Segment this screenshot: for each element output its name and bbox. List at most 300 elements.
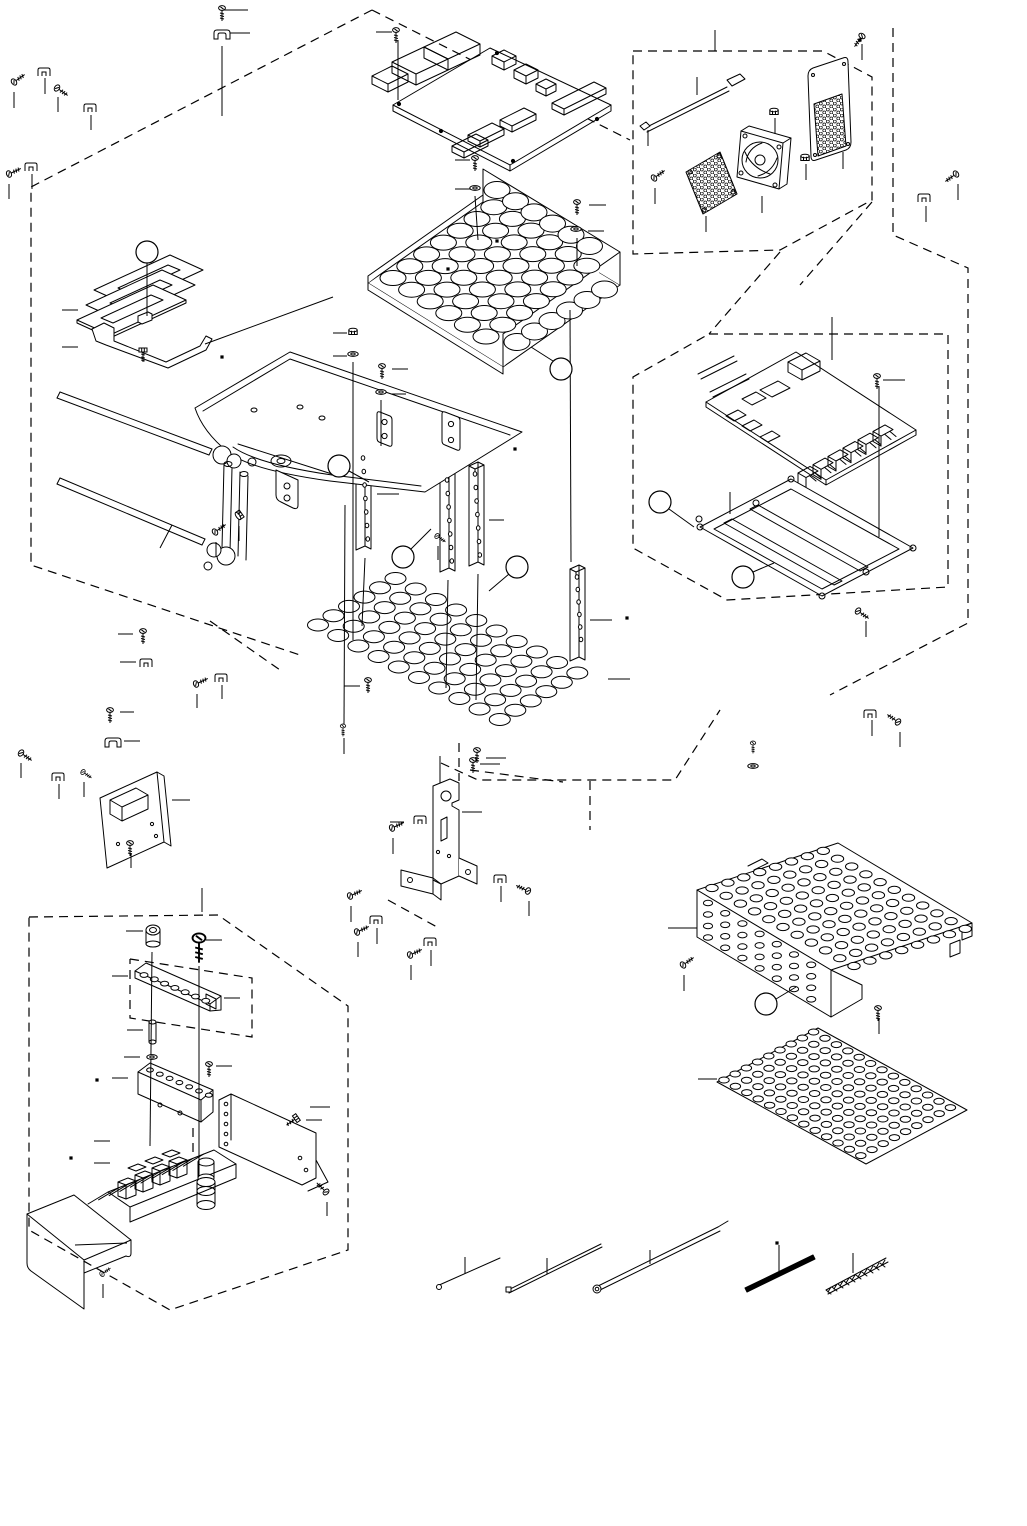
perforation-hole [848, 962, 860, 969]
perforation-hole [730, 1071, 740, 1077]
perforation-hole [323, 610, 344, 622]
perforation-hole [889, 1135, 899, 1141]
perforation-hole [809, 1054, 819, 1060]
perforation-hole [475, 654, 496, 666]
perforation-hole [574, 258, 600, 273]
perforation-hole [780, 897, 792, 904]
perforation-hole [825, 908, 837, 915]
perforation-hole [797, 1047, 807, 1053]
perforation-hole [830, 868, 842, 875]
perforation-hole [776, 1109, 786, 1115]
perforation-hole [388, 661, 409, 673]
perforation-hole [888, 886, 900, 893]
perforation-hole [820, 1060, 830, 1066]
perforation-hole [370, 582, 391, 594]
perforation-hole [943, 931, 955, 938]
plate-mesh [814, 94, 846, 156]
perforation-hole [738, 932, 747, 938]
perforation-hole [354, 591, 375, 603]
perforation-hole [473, 472, 477, 476]
perforation-hole [763, 916, 775, 923]
perforation-hole [851, 936, 863, 943]
perforation-hole [820, 1048, 830, 1054]
perforation-hole [931, 910, 943, 917]
perforation-hole [722, 879, 734, 886]
perforation-hole [755, 966, 764, 972]
perforation-hole [343, 620, 364, 632]
perforation-hole [368, 651, 389, 663]
perforation-hole [809, 1078, 819, 1084]
perforation-hole [440, 653, 461, 665]
perforation-hole [832, 1115, 842, 1121]
perforation-hole [807, 985, 816, 991]
perforation-hole [843, 1097, 853, 1103]
callout-balloon [550, 358, 572, 380]
perforation-hole [477, 539, 481, 543]
perforation-hole [798, 1060, 808, 1066]
perforation-hole [881, 939, 893, 946]
perforation-hole [469, 703, 490, 715]
fan-grill-plate [808, 58, 851, 161]
hang-bracket [442, 412, 460, 451]
perforation-hole [785, 858, 797, 865]
perforation-hole [755, 954, 764, 960]
clip-icon [864, 710, 876, 718]
perforation-hole [821, 1097, 831, 1103]
perforation-hole [820, 1072, 830, 1078]
pipe-fitting [227, 454, 241, 468]
perforation-hole [812, 887, 824, 894]
perforation-hole [900, 1116, 910, 1122]
perforation-hole [775, 1059, 785, 1065]
perforation-hole [500, 684, 521, 696]
perforation-hole [866, 1085, 876, 1091]
perforation-hole [775, 1072, 785, 1078]
perforation-hole [140, 973, 148, 978]
perforation-hole [831, 1042, 841, 1048]
washer-icon [748, 764, 758, 769]
perforation-hole [834, 955, 846, 962]
perforation-hole [787, 1090, 797, 1096]
clip-icon [140, 659, 152, 667]
perforation-hole [833, 1128, 843, 1134]
perforation-hole [753, 1071, 763, 1077]
perforation-hole [911, 1098, 921, 1104]
clip-icon [52, 773, 64, 781]
perforation-hole [516, 675, 537, 687]
perforation-hole [864, 957, 876, 964]
perforation-hole [877, 1104, 887, 1110]
perforation-hole [889, 1098, 899, 1104]
perforation-hole [536, 686, 557, 698]
perforation-hole [779, 910, 791, 917]
perforation-hole [850, 949, 862, 956]
callout-balloon [328, 455, 350, 477]
perforation-hole [844, 1109, 854, 1115]
perforation-hole [764, 1065, 774, 1071]
perforation-hole [448, 532, 452, 536]
perforation-hole [446, 604, 467, 616]
perforation-hole [810, 1103, 820, 1109]
perforation-hole [476, 526, 480, 530]
callout-balloon [136, 241, 158, 263]
perforation-hole [821, 1134, 831, 1140]
perforation-hole [807, 962, 816, 968]
perforation-hole [840, 902, 852, 909]
perforation-hole [579, 637, 583, 641]
perforation-hole [832, 1079, 842, 1085]
perforation-hole [308, 619, 329, 631]
reference-dot [220, 355, 223, 358]
perforation-hole [826, 894, 838, 901]
perforation-hole [480, 674, 501, 686]
perforation-hole [888, 1073, 898, 1079]
perforation-hole [405, 583, 426, 595]
perforation-hole [764, 1078, 774, 1084]
perforation-hole [810, 1115, 820, 1121]
perforation-hole [471, 634, 492, 646]
perforation-hole [435, 633, 456, 645]
perforation-hole [789, 986, 798, 992]
perforation-hole [871, 905, 883, 912]
perforation-hole [800, 866, 812, 873]
perforation-hole [495, 665, 516, 677]
perforation-hole [807, 974, 816, 980]
clip-icon [84, 104, 96, 112]
perforation-hole [900, 1092, 910, 1098]
callout-balloon [732, 566, 754, 588]
perforation-hole [832, 1091, 842, 1097]
perforation-hole [772, 941, 781, 947]
perforation-hole [551, 676, 572, 688]
perforation-hole [752, 1059, 762, 1065]
perforation-hole [869, 918, 881, 925]
perforation-hole [805, 939, 817, 946]
callout-balloon [506, 556, 528, 578]
perforation-hole [787, 1115, 797, 1121]
perforation-hole [738, 874, 750, 881]
perforation-hole [900, 1079, 910, 1085]
perforation-hole [929, 923, 941, 930]
perforation-hole [865, 1061, 875, 1067]
clip-icon [215, 674, 227, 682]
perforation-hole [854, 1079, 864, 1085]
perforation-hole [772, 964, 781, 970]
perforation-hole [703, 923, 712, 929]
perforation-hole [776, 1096, 786, 1102]
perforation-hole [491, 645, 512, 657]
perforation-hole [754, 869, 766, 876]
perforation-hole [328, 630, 349, 642]
clip-icon [370, 916, 382, 924]
clip-icon [38, 68, 50, 76]
perforation-hole [786, 1066, 796, 1072]
perforation-hole [703, 912, 712, 918]
perforation-hole [889, 1110, 899, 1116]
perforation-hole [348, 640, 369, 652]
perforation-hole [374, 602, 395, 614]
perforation-hole [945, 918, 957, 925]
perforation-hole [843, 1048, 853, 1054]
perforation-hole [752, 882, 764, 889]
perforation-hole [476, 512, 480, 516]
perforation-hole [923, 1117, 933, 1123]
perforation-hole [768, 876, 780, 883]
perforation-hole [511, 655, 532, 667]
perforation-hole [445, 478, 449, 482]
perforation-hole [821, 934, 833, 941]
perforation-hole [721, 922, 730, 928]
perforation-hole [520, 695, 541, 707]
perforation-hole [899, 920, 911, 927]
perforation-hole [889, 1122, 899, 1128]
perforation-hole [777, 923, 789, 930]
perforation-hole [784, 871, 796, 878]
perforation-hole [176, 1081, 183, 1085]
perforation-hole [798, 1109, 808, 1115]
perforation-hole [817, 847, 829, 854]
perforation-hole [730, 1083, 740, 1089]
perforation-hole [855, 1116, 865, 1122]
perforation-hole [821, 1121, 831, 1127]
perforation-hole [430, 613, 451, 625]
perforation-hole [808, 1029, 818, 1035]
perforation-hole [450, 624, 471, 636]
perforation-hole [787, 1103, 797, 1109]
perforation-hole [769, 863, 781, 870]
perforation-hole [192, 994, 200, 999]
perforation-hole [915, 915, 927, 922]
washer-icon [376, 390, 386, 395]
perforation-hole [835, 942, 847, 949]
perforation-hole [856, 1153, 866, 1159]
perforation-hole [592, 281, 618, 298]
perforation-hole [810, 1127, 820, 1133]
perforation-hole [789, 975, 798, 981]
reference-dot [69, 1156, 72, 1159]
perforation-hole [839, 915, 851, 922]
perforation-hole [447, 505, 451, 509]
perforation-hole [814, 874, 826, 881]
perforation-hole [415, 623, 436, 635]
reference-dot [625, 616, 628, 619]
clip-icon [918, 194, 930, 202]
perforation-hole [798, 1097, 808, 1103]
callout-balloon [649, 491, 671, 513]
perforation-hole [577, 600, 581, 604]
perforation-hole [449, 545, 453, 549]
perforation-hole [786, 1041, 796, 1047]
perforation-hole [856, 897, 868, 904]
mount-hole [397, 102, 400, 105]
perforation-hole [361, 456, 365, 460]
reference-dot [95, 1078, 98, 1081]
perforation-hole [934, 1098, 944, 1104]
perforation-hole [738, 955, 747, 961]
perforation-hole [809, 913, 821, 920]
perforation-hole [877, 1067, 887, 1073]
perforation-hole [877, 1079, 887, 1085]
mount-hole [439, 129, 442, 132]
perforation-hole [888, 1085, 898, 1091]
perforation-hole [147, 1068, 154, 1072]
perforation-hole [885, 913, 897, 920]
perforation-hole [886, 899, 898, 906]
perforation-hole [867, 931, 879, 938]
perforation-hole [832, 1103, 842, 1109]
perforation-hole [755, 931, 764, 937]
perforation-hole [366, 537, 370, 541]
perforation-hole [878, 1128, 888, 1134]
perforation-hole [578, 612, 582, 616]
perforation-hole [787, 1078, 797, 1084]
perforation-hole [917, 902, 929, 909]
perforation-hole [858, 884, 870, 891]
perforation-hole [766, 889, 778, 896]
perforation-hole [363, 483, 367, 487]
perforation-hole [489, 714, 510, 726]
perforation-hole [809, 1091, 819, 1097]
perforation-hole [425, 594, 446, 606]
perforation-hole [823, 921, 835, 928]
perforation-hole [959, 925, 971, 932]
perforation-hole [831, 855, 843, 862]
perforation-hole [801, 853, 813, 860]
perforation-hole [782, 884, 794, 891]
perforation-hole [485, 694, 506, 706]
perforation-hole [791, 931, 803, 938]
perforation-hole [444, 673, 465, 685]
perforation-hole [819, 947, 831, 954]
perforation-hole [161, 981, 169, 986]
perforation-hole [855, 1091, 865, 1097]
perforation-hole [721, 934, 730, 940]
perforation-hole [202, 998, 210, 1003]
perforation-hole [934, 1111, 944, 1117]
clip-icon [25, 163, 37, 171]
perforation-hole [786, 1053, 796, 1059]
perforation-hole [474, 485, 478, 489]
perforation-hole [734, 900, 746, 907]
perforation-hole [843, 1073, 853, 1079]
perforation-hole [900, 1129, 910, 1135]
perforation-hole [741, 1077, 751, 1083]
perforation-hole [379, 621, 400, 633]
perforation-hole [575, 575, 579, 579]
perforation-hole [809, 1066, 819, 1072]
perforation-hole [738, 921, 747, 927]
perforation-hole [399, 632, 420, 644]
perforation-hole [799, 1121, 809, 1127]
perforation-hole [721, 911, 730, 917]
perforation-hole [526, 646, 547, 658]
perforation-hole [385, 573, 406, 585]
clip-icon [494, 875, 506, 883]
perforation-hole [576, 587, 580, 591]
perforation-hole [531, 666, 552, 678]
perforation-hole [821, 1085, 831, 1091]
pipe-fitting [207, 543, 221, 557]
perforation-hole [867, 1134, 877, 1140]
perforation-hole [409, 672, 430, 684]
perforation-hole [719, 1077, 729, 1083]
washer-icon [571, 227, 581, 232]
perforation-hole [741, 1065, 751, 1071]
perforation-hole [775, 1084, 785, 1090]
perforation-hole [853, 923, 865, 930]
perforation-hole [753, 1084, 763, 1090]
perforation-hole [844, 876, 856, 883]
perforation-hole [450, 559, 454, 563]
perforation-hole [424, 662, 445, 674]
perforation-hole [820, 1035, 830, 1041]
perforation-hole [833, 1140, 843, 1146]
perforation-hole [807, 926, 819, 933]
perforation-hole [171, 986, 179, 991]
perforation-hole [363, 631, 384, 643]
perforation-hole [810, 900, 822, 907]
perforation-hole [764, 1090, 774, 1096]
perforation-hole [755, 943, 764, 949]
perforation-hole [867, 1147, 877, 1153]
perforation-hole [843, 1060, 853, 1066]
perforation-hole [842, 889, 854, 896]
perforation-hole [578, 625, 582, 629]
perforation-hole [577, 238, 603, 255]
perforation-hole [837, 928, 849, 935]
perforation-hole [798, 879, 810, 886]
perforation-hole [706, 884, 718, 891]
perforation-hole [798, 1084, 808, 1090]
perforation-hole [464, 683, 485, 695]
washer-icon [470, 186, 480, 191]
perforation-hole [844, 1134, 854, 1140]
perforation-hole [486, 625, 507, 637]
perforation-hole [911, 941, 923, 948]
perforation-hole [880, 952, 892, 959]
perforation-hole [878, 1141, 888, 1147]
perforation-hole [748, 908, 760, 915]
perforation-hole [742, 1090, 752, 1096]
perforation-hole [896, 947, 908, 954]
perforation-hole [750, 895, 762, 902]
perforation-hole [460, 663, 481, 675]
perforation-hole [843, 1085, 853, 1091]
perforation-hole [844, 1146, 854, 1152]
perforation-hole [855, 1140, 865, 1146]
perforation-hole [874, 879, 886, 886]
perforation-hole [911, 1086, 921, 1092]
perforation-hole [883, 926, 895, 933]
perforation-hole [205, 1093, 212, 1097]
perforation-hole [404, 652, 425, 664]
perforation-hole [793, 918, 805, 925]
perforation-hole [927, 936, 939, 943]
mount-hole [595, 117, 598, 120]
perforation-hole [860, 871, 872, 878]
perforation-hole [854, 1054, 864, 1060]
perforation-hole [736, 887, 748, 894]
perforation-hole [339, 600, 360, 612]
perforation-hole [901, 907, 913, 914]
perforation-hole [855, 1128, 865, 1134]
perforation-hole [506, 636, 527, 648]
reference-dot [446, 267, 449, 270]
perforation-hole [902, 894, 914, 901]
perforation-hole [364, 510, 368, 514]
perforation-hole [478, 553, 482, 557]
perforation-hole [156, 1072, 163, 1076]
